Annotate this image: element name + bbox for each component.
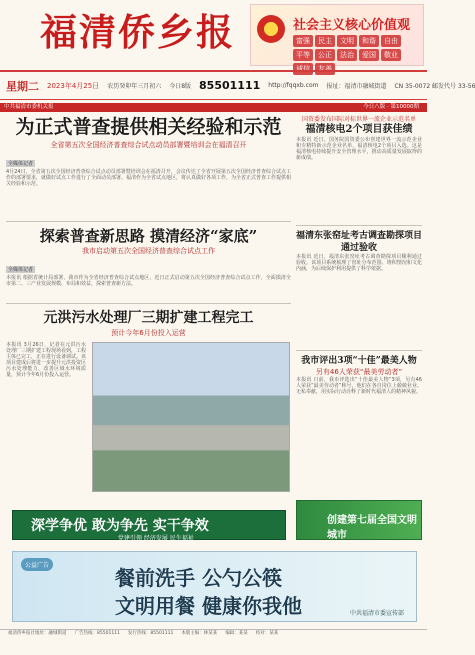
address-text: 报址：福清市融城街道	[326, 83, 387, 90]
public-service-ad	[12, 551, 417, 622]
banner-value: 法治	[337, 49, 357, 61]
divider	[6, 221, 291, 222]
footer-item: 本版主编：林某某	[181, 631, 218, 636]
banner-value: 文明	[337, 35, 357, 47]
lead-article[interactable]	[6, 114, 291, 217]
right3-headline: 我市评出3项“十佳”最美人物	[301, 356, 417, 366]
slogan-text: 深学争优 敢为争先 实干争效	[31, 518, 209, 534]
right1-kicker: 国资委发布国际对标世界一流企业示范名单	[301, 116, 416, 123]
lead-byline: 全媒体记者	[8, 161, 34, 167]
core-values-banner	[250, 4, 424, 73]
right3-article[interactable]	[296, 355, 422, 447]
right1-headline: 福清核电2个项目获佳绩	[305, 124, 413, 135]
weekday-label: 星期二	[6, 79, 39, 93]
story3-article[interactable]	[6, 308, 291, 492]
banner-values-grid	[293, 35, 419, 75]
footer-item: 福清侨乡报社地址：融城街道	[8, 631, 67, 636]
lead-headline: 为正式普查提供相关经验和示范	[15, 116, 282, 138]
right3-subhead: 另有46人荣获“最美劳动者”	[315, 368, 403, 376]
page-footer	[0, 629, 427, 637]
newspaper-logo: 福清侨乡报	[40, 10, 235, 54]
banner-value: 敬业	[381, 49, 401, 61]
banner-value: 公正	[315, 49, 335, 61]
banner-value: 富强	[293, 35, 313, 47]
banner-value: 诚信	[293, 63, 313, 75]
right1-article[interactable]	[296, 114, 422, 221]
story2-headline: 探索普查新思路 摸清经济“家底”	[39, 227, 258, 245]
lunar-date: 农历癸卯年三月初六	[107, 83, 162, 90]
banner-value: 友善	[315, 63, 335, 75]
story2-body: 本报讯 根据省统计局部署，我市作为全省经济普查综合试点地区，近日正式启动第五次全国经济普查综合试点工作，全面摸清全市第二、三产业发展规模、布局和效益，探索普查新方法。	[6, 275, 291, 287]
story3-headline: 元洪污水处理厂三期扩建工程完工	[43, 310, 254, 326]
left-column	[6, 114, 291, 492]
story3-subhead: 预计今年6月份投入运营	[111, 329, 186, 337]
footer-item: 发行热线：85501111	[127, 631, 174, 636]
website-link[interactable]: http://fqqxb.com	[268, 82, 319, 89]
banner-value: 自由	[381, 35, 401, 47]
banner-value: 平等	[293, 49, 313, 61]
divider	[6, 303, 291, 304]
right2-body: 本报讯 近日，福清东张窑址考古调查勘探项目顺利通过验收。该项目系统梳理了窑址分布范围、堆积情况和文化内涵，为后续保护利用提供了科学依据。	[296, 254, 422, 272]
right3-body: 本报讯 日前，我市评选出“十佳最美人物”3项，另有46人荣获“最美劳动者”称号，他们在各自岗位上兢兢业业、无私奉献，用实际行动诠释了新时代福清人的精神风貌。	[296, 377, 422, 395]
footer-item: 编辑：某某	[225, 631, 248, 636]
banner-title: 社会主义核心价值观	[293, 18, 411, 33]
banner-value: 和谐	[359, 35, 379, 47]
right-column	[296, 114, 422, 447]
section-rule-left: 中共福清市委机关报	[4, 104, 54, 110]
serial-number: CN 35-0072 邮发代号 33-56	[394, 83, 475, 90]
civilized-city-banner	[296, 500, 422, 540]
ad-line-1: 餐前洗手 公勺公筷	[115, 566, 282, 590]
footer-item: 广告热线：85501111	[74, 631, 120, 636]
divider	[296, 350, 422, 351]
footer-item: 校对：某某	[255, 631, 279, 636]
story3-body: 本报讯 3月26日，记者在元洪污水处理厂三期扩建工程现场看到，工程主体已完工，正在进行设备调试。该项目建成后将进一步提升元洪投资区污水处理能力，改善区域水环境质量，预计今年6月份投入运营。	[6, 342, 87, 378]
banner-value: 爱国	[359, 49, 379, 61]
section-rule	[0, 103, 427, 112]
right2-article[interactable]	[296, 230, 422, 346]
slogan-sub: 党建引领 经济发展 民生福祉	[118, 535, 194, 542]
story2-subhead: 我市启动第五次全国经济普查综合试点工作	[82, 247, 215, 255]
section-rule-right: 今日八版 · 第10000期	[363, 104, 419, 110]
masthead	[0, 0, 427, 73]
lead-body: 4月24日，全省第五次全国经济普查综合试点动员部署暨培训会在福清召开，会议传达了全省开展第五次全国经济普查综合试点工作的部署要求，就做好试点工作进行了全面动员部署。福清作为全省试点地区，将认真做好各项工作，为全省正式普查工作提供相关经验和示范。	[6, 169, 292, 187]
info-bar	[0, 70, 475, 100]
ad-line-2: 文明用餐 健康你我他	[115, 594, 302, 618]
banner-value: 民主	[315, 35, 335, 47]
divider	[296, 225, 422, 226]
slogan-banner	[12, 510, 286, 540]
story2-article[interactable]	[6, 226, 291, 299]
right2-headline: 福清东张窑址考古调查勘探项目通过验收	[296, 231, 423, 253]
civilized-city-text: 创建第七届全国文明城市	[327, 515, 417, 541]
story2-byline: 全媒体记者	[8, 267, 34, 273]
right1-body: 本报讯 近日，国务院国资委公布创建世界一流示范企业和专精特新示范企业名单，福清核电2个项目入选。这是福清核电持续提升安全管理水平，推动高质量发展取得的新成绩。	[296, 137, 422, 161]
ad-chip: 公益广告	[21, 558, 53, 571]
ad-footer: 中共福清市委宣传部	[349, 610, 404, 617]
issue-date: 2023年4月25日	[47, 81, 100, 90]
page-count: 今日8版	[169, 83, 192, 90]
hotline-number: 85501111	[199, 79, 261, 92]
party-emblem-icon	[257, 15, 285, 43]
treatment-plant-photo	[92, 342, 290, 492]
lead-subhead: 全省第五次全国经济普查综合试点动员部署暨培训会在福清召开	[50, 141, 247, 149]
